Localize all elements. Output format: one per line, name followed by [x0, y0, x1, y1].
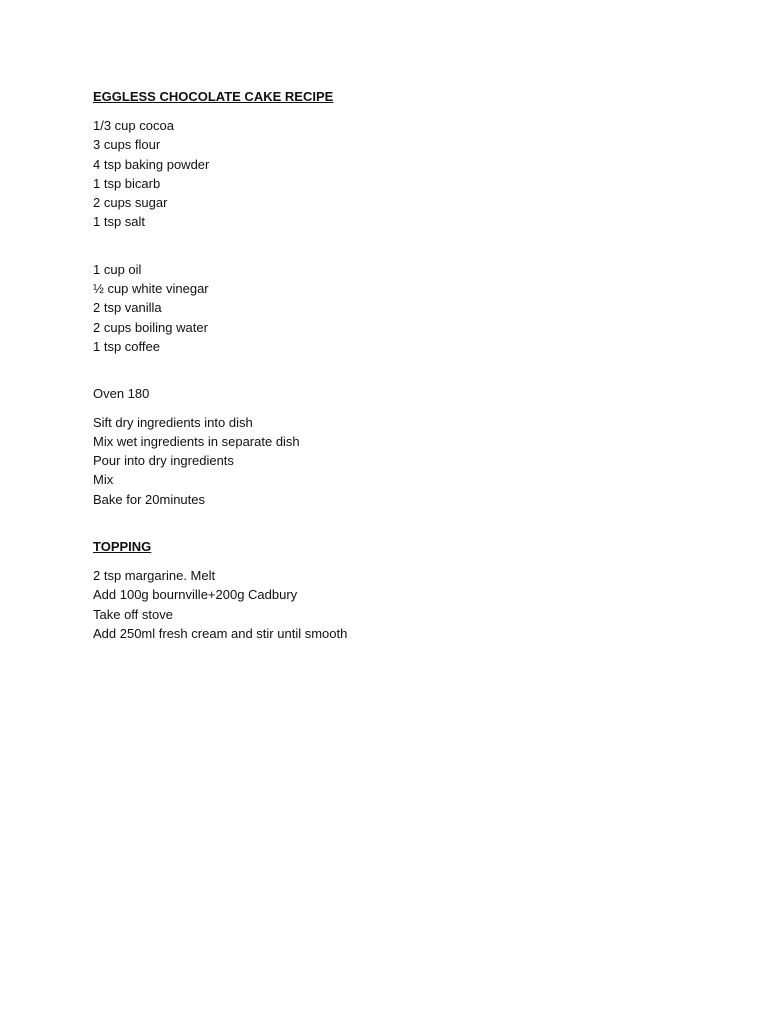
list-item: 2 cups sugar	[93, 195, 168, 211]
topping-steps-list	[93, 566, 693, 643]
list-item: ½ cup white vinegar	[93, 281, 209, 297]
list-item: Mix wet ingredients in separate dish	[93, 433, 300, 449]
list-item: 3 cups flour	[93, 137, 161, 153]
list-item: 2 tsp margarine. Melt	[93, 568, 216, 584]
dry-ingredients-list	[93, 116, 693, 232]
list-item: 4 tsp baking powder	[93, 156, 210, 172]
wet-ingredients-list	[93, 260, 693, 356]
list-item: Add 250ml fresh cream and stir until smooth	[93, 625, 348, 641]
method-list	[93, 413, 693, 509]
list-item: 2 cups boiling water	[93, 319, 208, 335]
list-item: 1 tsp bicarb	[93, 175, 161, 191]
list-item: 1 tsp coffee	[93, 338, 160, 354]
list-item: Bake for 20minutes	[93, 491, 206, 507]
list-item: 1 tsp salt	[93, 214, 146, 230]
document-page	[93, 87, 693, 643]
list-item: Take off stove	[93, 606, 173, 622]
list-item: 2 tsp vanilla	[93, 300, 162, 316]
list-item: 1 cup oil	[93, 261, 142, 277]
list-item: Add 100g bournville+200g Cadbury	[93, 587, 298, 603]
list-item: Sift dry ingredients into dish	[93, 414, 253, 430]
topping-title: TOPPING	[93, 539, 152, 555]
oven-temperature: Oven 180	[93, 386, 150, 402]
recipe-title: EGGLESS CHOCOLATE CAKE RECIPE	[93, 89, 334, 104]
list-item: Mix	[93, 472, 114, 488]
list-item: 1/3 cup cocoa	[93, 118, 174, 133]
list-item: Pour into dry ingredients	[93, 453, 234, 469]
